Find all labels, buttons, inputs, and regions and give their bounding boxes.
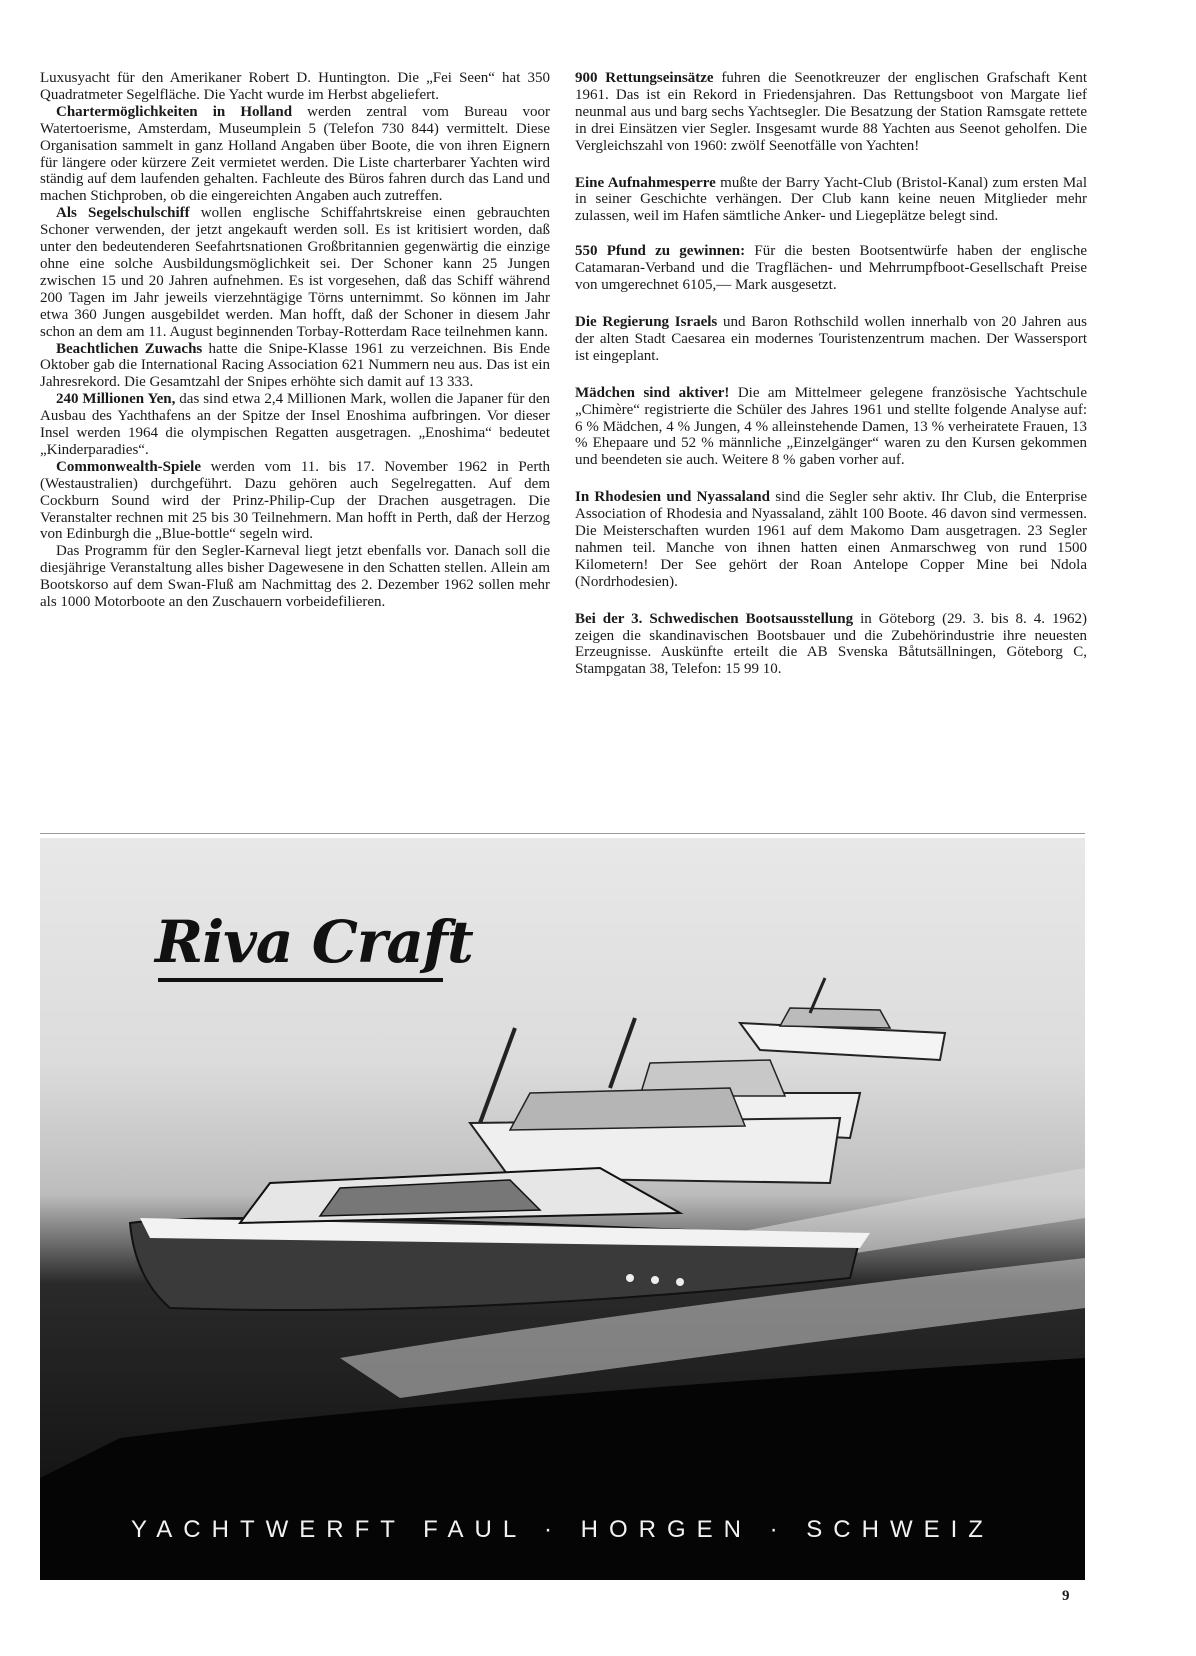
paragraph-lead: Eine Aufnahmesperre [575, 174, 716, 191]
paragraph-lead: 550 Pfund zu gewinnen: [575, 243, 746, 260]
separator-rule [40, 833, 1085, 834]
paragraph-lead: 900 Rettungseinsätze [575, 70, 714, 86]
paragraph-lead: Bei der 3. Schwedischen Bootsausstellung [575, 610, 854, 627]
paragraph-text: Das Programm für den Segler-Karneval liegt jetzt ebenfalls vor. Danach soll die diesjährige Veranstaltung alles bisher Dagewesene in den Schatten stellen. Allein am Bootskorso auf dem Swan-Fluß am Nachmittag des 2. Dezember 1962 sollen mehr als 1000 Motorboote an den Zuschauern vorbeidefilieren. [40, 543, 550, 611]
article-paragraph [40, 205, 550, 340]
paragraph-text: wollen englische Schiffahrtskreise einen gebrauchten Schoner verwenden, der jetzt angekauft werden soll. Es ist kritisiert worden, daß unter den bedeutenderen Seefahrtsnationen Großbritannien gegenwärtig die einzige ohne eine solche Ausbildungsmöglichkeit sei. Der Schoner kann 25 Jungen zwischen 15 und 20 Jahren aufnehmen. Es ist vorgesehen, daß das Schiff während 200 Tagen im Jahr jeweils vierzehntägige Törns unternimmt. So können im Jahr etwa 360 Jungen ausgebildet werden. Man hofft, daß der Schoner in diesem Jahr schon an dem am 11. August beginnenden Torbay-Rotterdam Race teilnehmen kann. [40, 205, 550, 340]
paragraph-text: werden zentral vom Bureau voor Watertoerisme, Amsterdam, Museumplein 5 (Telefon 730 844) vermittelt. Diese Organisation sammelt in ganz Holland Angaben über Boote, die von ihren Eignern für längere oder kürzere Zeit vermietet werden. Die Liste charterbarer Yachten wird ständig auf dem laufenden gehalten. Fachleute des Büros fahren durch das Land und machen Stichproben, ob die eingereichten Angaben auch zutreffen. [40, 103, 550, 205]
paragraph-text: das sind etwa 2,4 Millionen Mark, wollen die Japaner für den Ausbau des Yachthafens an der Spitze der Insel Enoshima aufbringen. Vor dieser Insel werden 1964 die olympischen Regatten ausgetragen. „Enoshima“ bedeutet „Kinderparadies“. [40, 391, 550, 458]
left-text-column [40, 70, 550, 611]
brand-logo: Riva Craft [155, 908, 473, 976]
brand-underline [158, 978, 443, 982]
paragraph-text: in Göteborg (29. 3. bis 8. 4. 1962) zeigen die skandinavischen Bootsbauer und die Zubehörindustrie ihre neuesten Erzeugnisse. Auskünfte erteilt die AB Svenska Båtutsällningen, Göteborg C, Stampgatan 38, Telefon: 15 99 10. [575, 610, 1087, 678]
article-paragraph [40, 391, 550, 459]
article-paragraph [40, 104, 550, 205]
boat-advertisement [40, 838, 1085, 1580]
paragraph-text: hatte die Snipe-Klasse 1961 zu verzeichnen. Bis Ende Oktober gab die International Racing Association 621 Nummern neu aus. Das ist ein Jahresrekord. Die Gesamtzahl der Snipes erhöhte sich damit auf 13 333. [40, 340, 550, 391]
article-paragraph [575, 314, 1087, 365]
paragraph-lead: Beachtlichen Zuwachs [56, 340, 203, 357]
paragraph-text: mußte der Barry Yacht-Club (Bristol-Kanal) zum ersten Mal in seiner Geschichte verhängen. Der Club kann keine neuen Mitglieder mehr zulassen, weil im Hafen sämtliche Anker- und Liegeplätze belegt sind. [575, 174, 1087, 225]
article-paragraph [40, 70, 550, 104]
paragraph-text: Die am Mittelmeer gelegene französische Yachtschule „Chimère“ registrierte die Schüler des Jahres 1961 und stellte folgende Analyse auf: 6 % Mädchen, 4 % Jungen, 4 % alleinstehende Damen, 13 % verheiratete Frauen, 13 % Ehepaare und 52 % männliche „Einzelgänger“ waren zu den Kursen gekommen und beendeten sie auch. Weitere 8 % gaben vorher auf. [575, 384, 1087, 469]
paragraph-lead: Als Segelschulschiff [56, 205, 190, 222]
paragraph-text: Luxusyacht für den Amerikaner Robert D. Huntington. Die „Fei Seen“ hat 350 Quadratmeter Segelfläche. Die Yacht wurde im Herbst abgeliefert. [40, 70, 550, 103]
article-paragraph [575, 243, 1087, 294]
paragraph-lead: Chartermöglichkeiten in Holland [56, 103, 293, 120]
article-paragraph [40, 341, 550, 392]
page-number: 9 [1062, 1588, 1070, 1604]
paragraph-lead: In Rhodesien und Nyassaland [575, 489, 770, 506]
paragraph-lead: Mädchen sind aktiver! [575, 384, 730, 401]
article-paragraph [40, 459, 550, 544]
article-paragraph [575, 489, 1087, 590]
paragraph-lead: Commonwealth-Spiele [56, 458, 201, 475]
paragraph-lead: 240 Millionen Yen, [56, 391, 176, 408]
paragraph-lead: Die Regierung Israels [575, 313, 718, 330]
article-paragraph [575, 175, 1087, 226]
boat-front [130, 1168, 870, 1310]
article-paragraph [575, 385, 1087, 470]
boat-far [740, 978, 945, 1060]
ad-tagline: YACHTWERFT FAUL · HORGEN · SCHWEIZ [131, 1516, 994, 1543]
article-paragraph [575, 611, 1087, 679]
paragraph-text: fuhren die Seenotkreuzer der englischen Grafschaft Kent 1961. Das ist ein Rekord in Friedensjahren. Das Rettungsboot von Margate lief neunmal aus und barg sechs Yachtsegler. Die Besatzung der Station Ramsgate rettete in drei Einsätzen vier Segler. Insgesamt wurde 88 Yachten aus Seenot geholfen. Die Vergleichszahl von 1960: zwölf Seenotfälle von Yachten! [575, 70, 1087, 154]
article-paragraph [40, 543, 550, 611]
paragraph-text: Für die besten Bootsentwürfe haben der englische Catamaran-Verband und die Tragflächen- und Mehrrumpfboot-Gesellschaft Preise von umgerechnet 6105,— Mark ausgesetzt. [575, 243, 1087, 294]
paragraph-text: und Baron Rothschild wollen innerhalb von 20 Jahren aus der alten Stadt Caesarea ein modernes Touristenzentrum machen. Der Wassersport ist eingeplant. [575, 313, 1087, 364]
article-paragraph [575, 70, 1087, 155]
right-text-column [575, 70, 1087, 698]
paragraph-text: werden vom 11. bis 17. November 1962 in Perth (Westaustralien) durchgeführt. Dazu gehören auch Segelregatten. Auf dem Cockburn Sound wird der Prinz-Philip-Cup der Drachen ausgetragen. Die Veranstalter rechnen mit 25 bis 30 Teilnehmern. Man hofft in Perth, daß der Herzog von Edinburgh die „Blue-bottle“ segeln wird. [40, 458, 550, 543]
paragraph-text: sind die Segler sehr aktiv. Ihr Club, die Enterprise Association of Rhodesia and Nyassaland, zählt 100 Boote. 46 davon sind vermessen. Die Meisterschaften wurden 1961 auf dem Makomo Dam ausgetragen. 23 Segler nahmen teil. Manche von ihnen hatten einen Anmarschweg von rund 1500 Kilometern! Der See gehört der Roan Antelope Copper Mine bei Ndola (Nordrhodesien). [575, 489, 1087, 590]
